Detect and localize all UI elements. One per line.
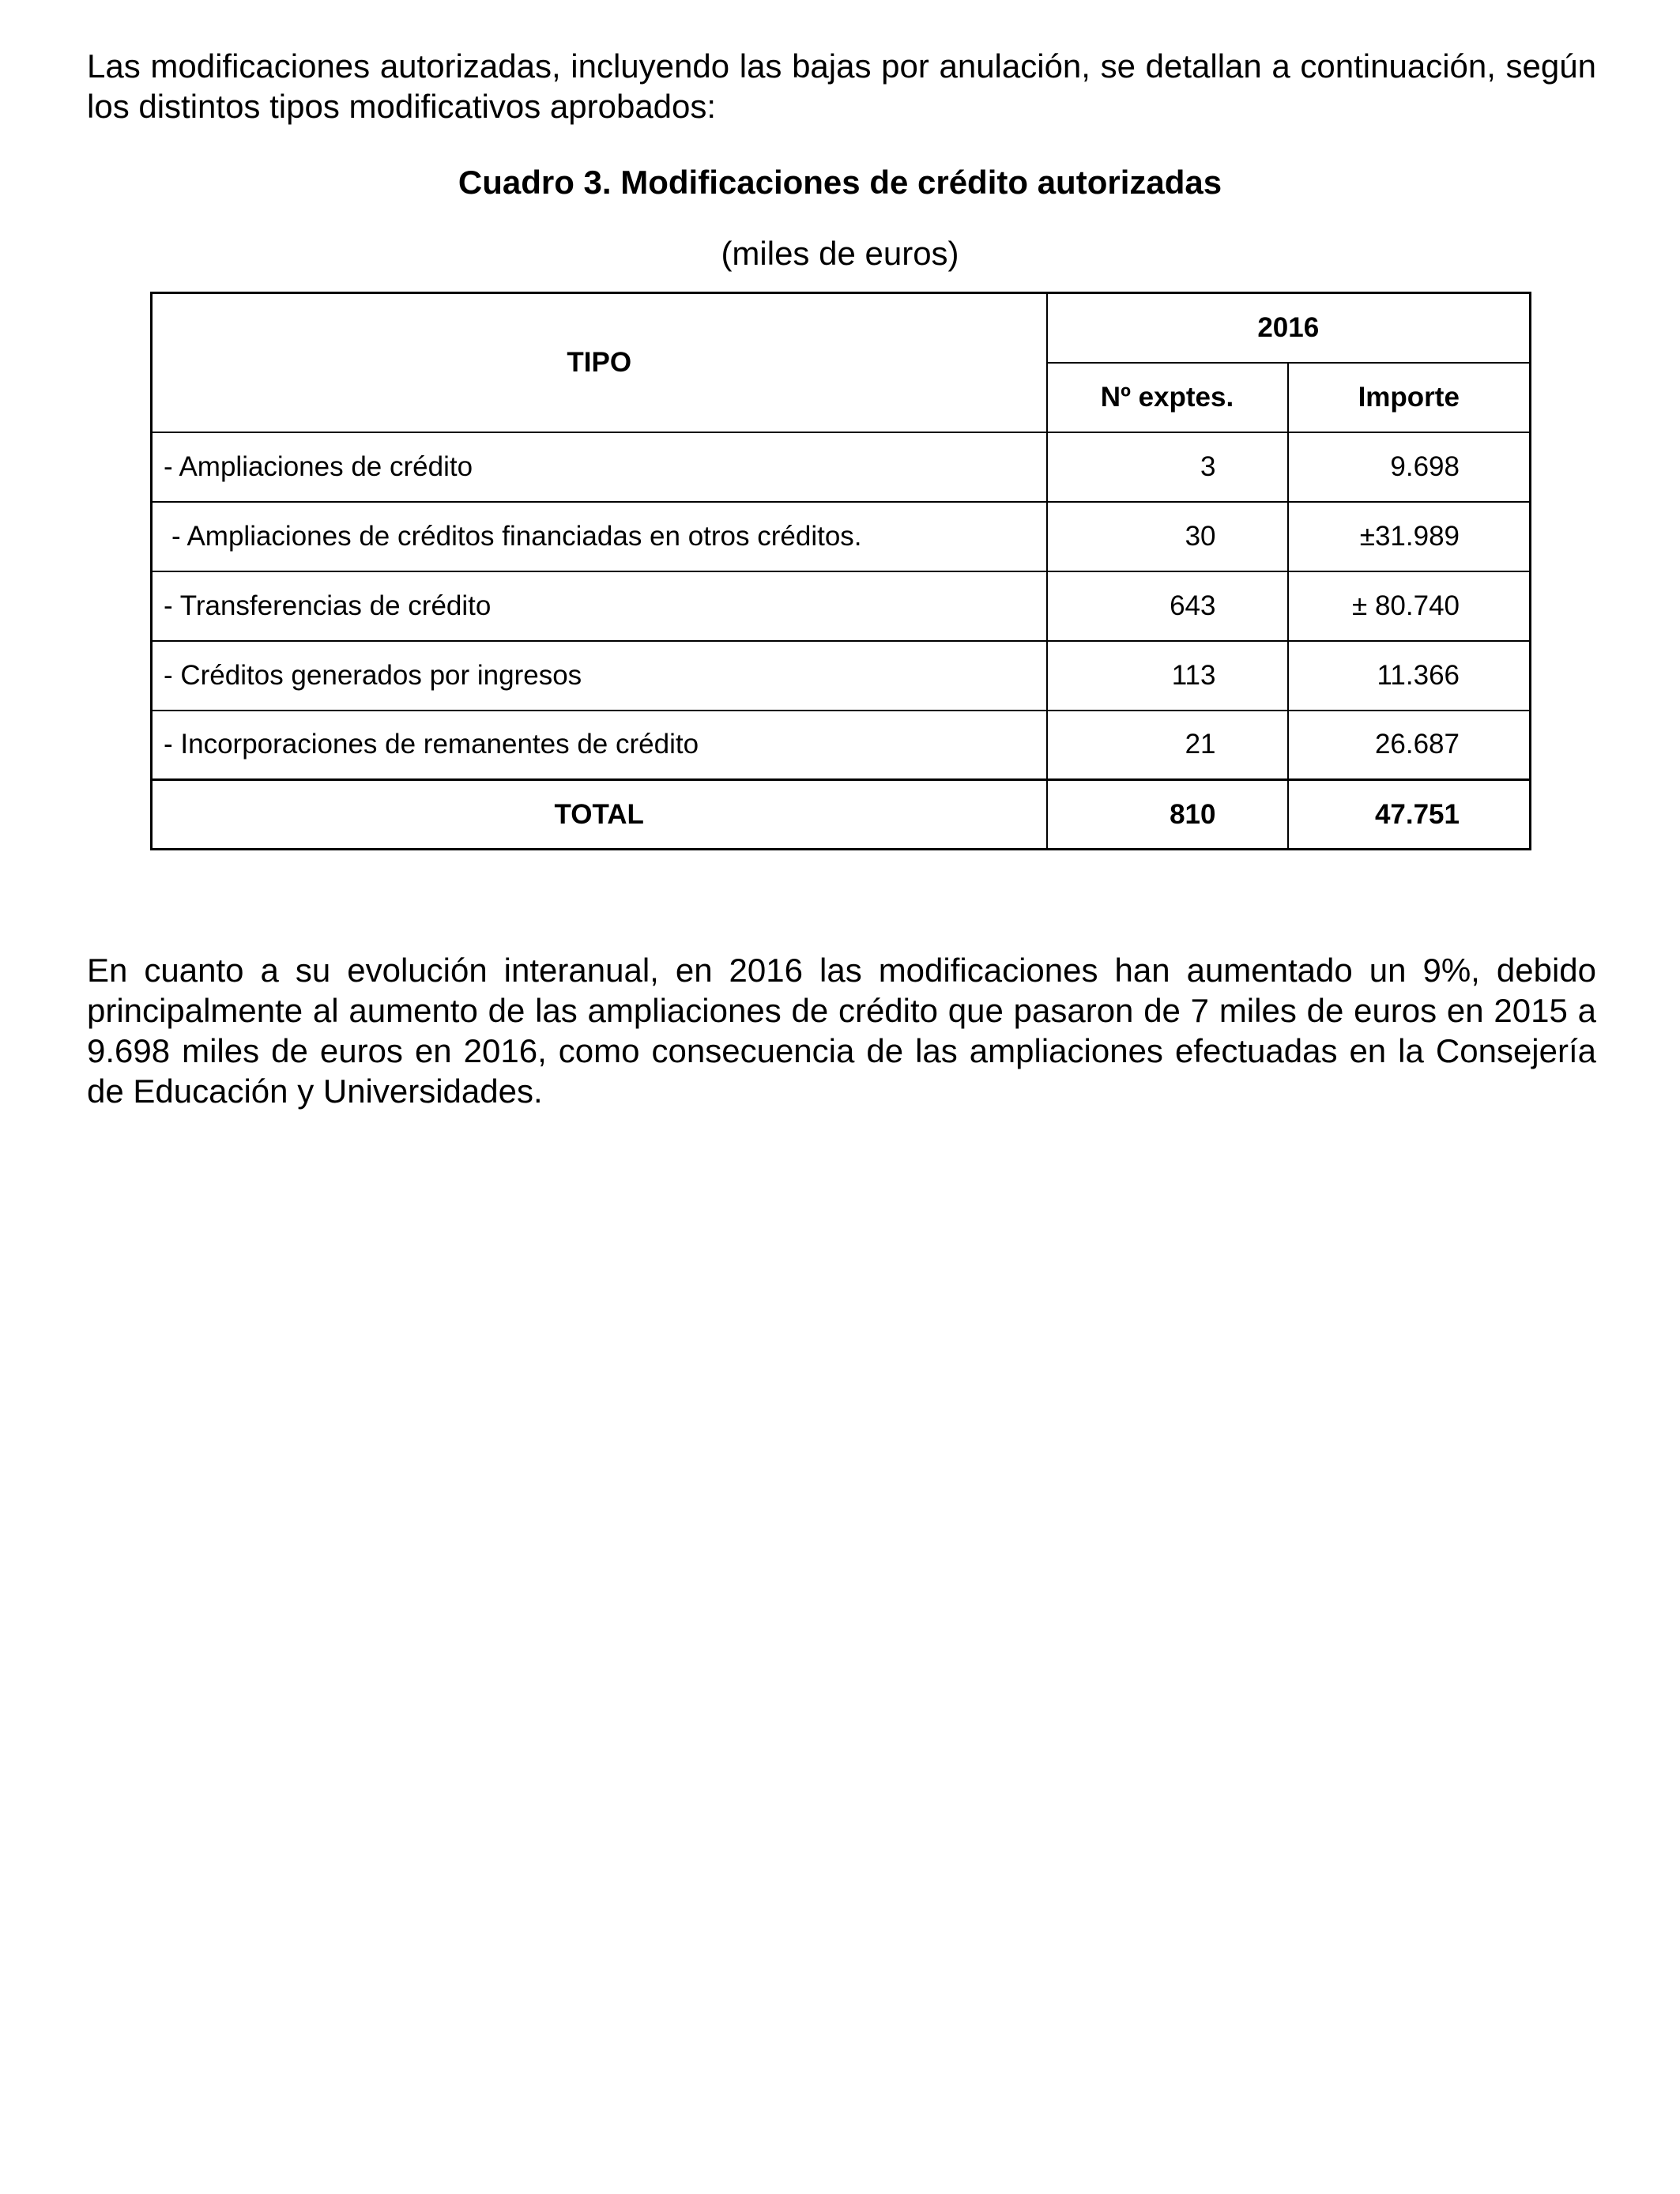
row-importe: 9.698	[1288, 432, 1531, 502]
header-tipo: TIPO	[152, 293, 1047, 432]
row-n-exptes: 30	[1047, 502, 1288, 571]
table-unit: (miles de euros)	[721, 235, 959, 272]
table-row	[152, 502, 1531, 571]
row-tipo: - Ampliaciones de crédito	[152, 432, 1047, 502]
table-title: Cuadro 3. Modificaciones de crédito autorizadas	[458, 164, 1222, 201]
table-row	[152, 711, 1531, 780]
table-row	[152, 571, 1531, 641]
row-n-exptes: 21	[1047, 711, 1288, 780]
credit-modifications-table	[150, 292, 1531, 850]
table-total-row	[152, 780, 1531, 850]
conclusion-paragraph: En cuanto a su evolución interanual, en 2016 las modificaciones han aumentado un 9%, debido principalmente al aumento de las ampliaciones de crédito que pasaron de 7 miles de euros en 2015 a 9.698 miles de euros en 2016, como consecuencia de las ampliaciones efectuadas en la Consejería de Educación y Universidades.	[87, 952, 1596, 1110]
header-importe: Importe	[1288, 363, 1531, 432]
row-n-exptes: 643	[1047, 571, 1288, 641]
row-tipo: - Ampliaciones de créditos financiadas en otros créditos.	[152, 502, 1047, 571]
header-n-exptes: Nº exptes.	[1047, 363, 1288, 432]
row-tipo: - Transferencias de crédito	[152, 571, 1047, 641]
table-header-row	[152, 293, 1531, 363]
row-tipo: - Créditos generados por ingresos	[152, 641, 1047, 711]
row-importe: ± 80.740	[1288, 571, 1531, 641]
table-row	[152, 432, 1531, 502]
table-row	[152, 641, 1531, 711]
row-importe: 26.687	[1288, 711, 1531, 780]
row-importe: 11.366	[1288, 641, 1531, 711]
header-year: 2016	[1047, 293, 1531, 363]
row-n-exptes: 113	[1047, 641, 1288, 711]
total-n-exptes: 810	[1047, 780, 1288, 850]
total-label: TOTAL	[152, 780, 1047, 850]
row-n-exptes: 3	[1047, 432, 1288, 502]
row-importe: ±31.989	[1288, 502, 1531, 571]
intro-paragraph: Las modificaciones autorizadas, incluyendo las bajas por anulación, se detallan a continuación, según los distintos tipos modificativos aprobados:	[87, 47, 1596, 125]
row-tipo: - Incorporaciones de remanentes de crédito	[152, 711, 1047, 780]
total-importe: 47.751	[1288, 780, 1531, 850]
